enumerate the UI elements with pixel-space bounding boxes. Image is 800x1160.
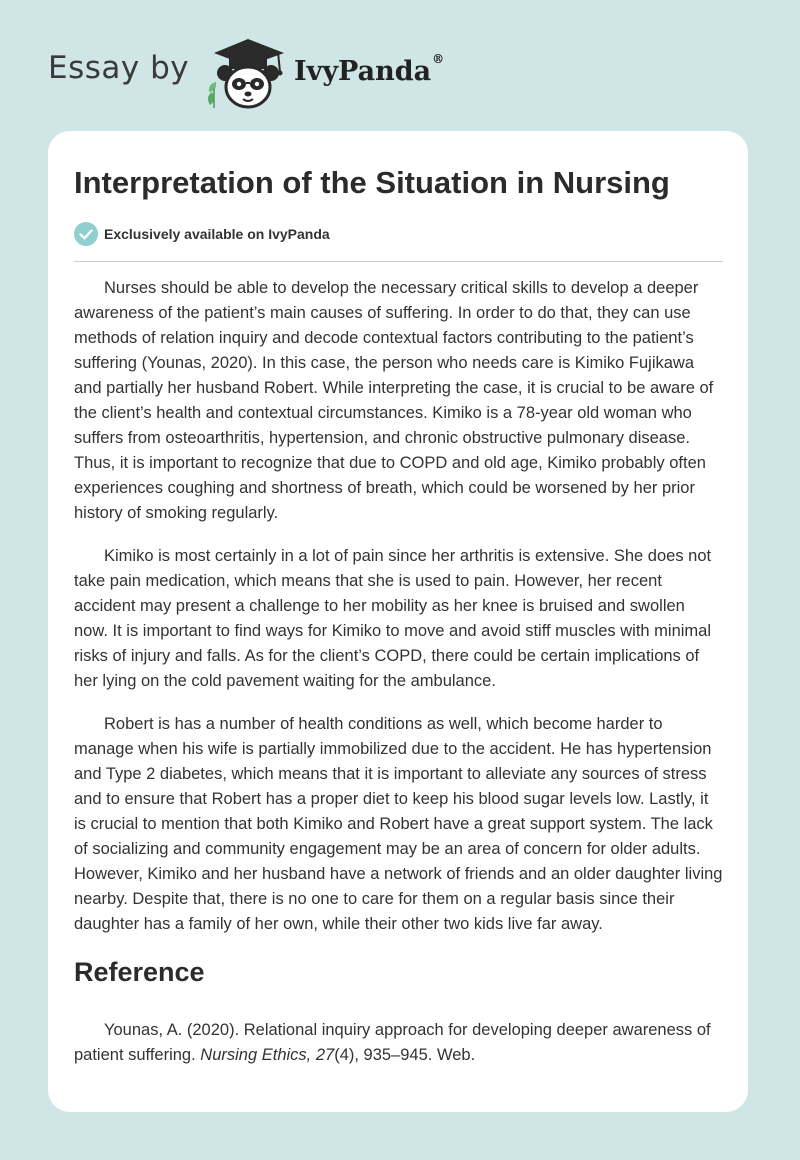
exclusive-badge bbox=[74, 222, 330, 246]
reference-entry bbox=[74, 1018, 723, 1068]
brand-name: IvyPanda® bbox=[294, 52, 445, 87]
reference-details: (4), 935–945. Web. bbox=[334, 1046, 476, 1064]
badge-text: Exclusively available on IvyPanda bbox=[104, 226, 330, 242]
reference-journal: Nursing Ethics, 27 bbox=[200, 1046, 335, 1064]
page-title: Interpretation of the Situation in Nursing bbox=[74, 165, 670, 200]
paragraph-2: Kimiko is most certainly in a lot of pain since her arthritis is extensive. She does not take pain medication, which means that she is used to pain. However, her recent accident may present a challenge to her mobility as her knee is bruised and swollen now. It is important to find ways for Kimiko to move and avoid stiff muscles with minimal risks of injury and falls. As for the client’s COPD, there could be certain implications of her lying on the cold pavement waiting for the ambulance. bbox=[74, 547, 712, 690]
paragraph-1: Nurses should be able to develop the necessary critical skills to develop a deeper awareness of the patient’s main causes of suffering. In order to do that, they can use methods of relation inquiry and decode contextual factors contributing to the patient’s suffering (Younas, 2020). In this case, the person who needs care is Kimiko Fujikawa and partially her husband Robert. While interpreting the case, it is crucial to be aware of the client’s health and contextual circumstances. Kimiko is a 78-year old woman who suffers from osteoarthritis, hypertension, and chronic obstructive pulmonary disease. Thus, it is important to recognize that due to COPD and old age, Kimiko probably often experiences coughing and shortness of breath, which could be worsened by her prior history of smoking regularly. bbox=[74, 279, 714, 522]
article-body bbox=[74, 276, 723, 1068]
article-card bbox=[48, 131, 748, 1112]
reference-heading: Reference bbox=[74, 957, 205, 987]
reference-authors: Younas, A. (2020). Relational inquiry approach for developing deeper awareness of patient suffering. bbox=[74, 1021, 711, 1064]
divider bbox=[74, 261, 723, 262]
brand-prefix: Essay by bbox=[48, 50, 190, 86]
registered-mark: ® bbox=[432, 52, 445, 66]
panda-logo-icon bbox=[200, 36, 292, 110]
paragraph-3: Robert is has a number of health conditions as well, which become harder to manage when his wife is partially immobilized due to the accident. He has hypertension and Type 2 diabetes, which means that it is important to alleviate any sources of stress and to ensure that Robert has a proper diet to keep his blood sugar levels low. Lastly, it is crucial to mention that both Kimiko and Robert have a great support system. The lack of socializing and community engagement may be an area of concern for older adults. However, Kimiko and her husband have a network of friends and an older daughter living nearby. Despite that, there is no one to care for them on a regular basis since their daughter has a family of her own, while their other two kids live far away. bbox=[74, 715, 723, 933]
check-circle-icon bbox=[74, 222, 98, 246]
site-brand[interactable] bbox=[48, 36, 518, 110]
